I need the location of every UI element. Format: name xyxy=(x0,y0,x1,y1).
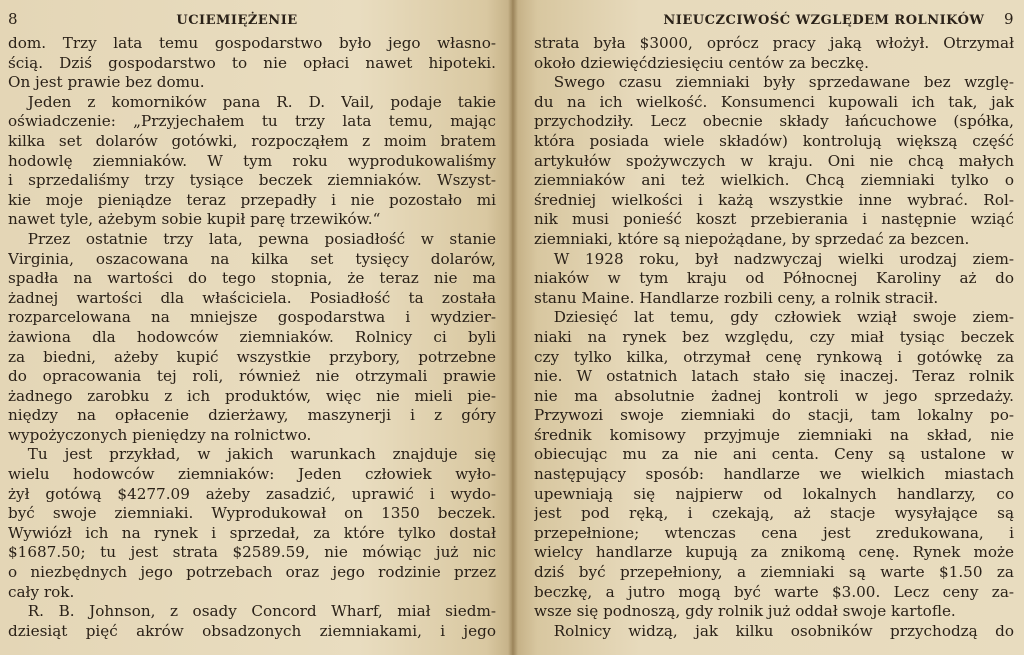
text-line: strata była $3000, oprócz pracy jaką włożył. Otrzymał xyxy=(534,34,1014,52)
text-line: za biedni, ażeby kupić wszystkie przybory, potrzebne xyxy=(8,347,496,366)
text-line: du na ich wielkość. Konsumenci kupowali ich tak, jak xyxy=(534,92,1014,111)
text-line: nawet tyle, ażebym sobie kupił parę trzewików.“ xyxy=(8,210,381,229)
left-page-number: 8 xyxy=(8,10,19,28)
text-line: ścią. Dziś gospodarstwo to nie opłaci nawet hipoteki. xyxy=(8,53,496,72)
right-page xyxy=(512,0,1024,655)
text-line: żawiona dla hodowców ziemniaków. Rolnicy ci byli xyxy=(8,327,496,346)
text-line: średnik komisowy przyjmuje ziemniaki na skład, nie xyxy=(534,425,1014,444)
text-line: ziemniaków ani też wielkich. Chcą ziemniaki tylko o xyxy=(534,171,1014,190)
text-line: średniej wielkości i każą wszystkie inne wybrać. Rol- xyxy=(534,190,1014,209)
text-line: nie ma absolutnie żadnej kontroli w jego sprzedaży. xyxy=(534,386,1014,405)
text-line: Rolnicy widzą, jak kilku osobników przychodzą do xyxy=(553,621,1014,640)
text-line: dziesiąt pięć akrów obsadzonych ziemniakami, i jego xyxy=(8,621,496,640)
text-line: niaki na rynek bez względu, czy miał tysiąc beczek xyxy=(534,327,1014,346)
text-line: wsze się podnoszą, gdy rolnik już oddał swoje kartofle. xyxy=(534,602,956,621)
left-running-head: UCIEMIĘŻENIE xyxy=(176,13,298,28)
text-line: przychodziły. Lecz obecnie składy łańcuchowe (spółka, xyxy=(534,112,1014,131)
text-line: czy tylko kilka, otrzymał cenę rynkową i gotówkę za xyxy=(534,347,1014,366)
text-line: i sprzedaliśmy trzy tysiące beczek ziemniaków. Wszyst- xyxy=(8,171,496,190)
text-line: nie. W ostatnich latach stało się inaczej. Teraz rolnik xyxy=(534,367,1014,386)
text-line: W 1928 roku, był nadzwyczaj wielki urodzaj ziem- xyxy=(553,249,1014,268)
text-line: kilka set dolarów gotówki, rozpocząłem z moim bratem xyxy=(8,131,496,150)
text-line: do opracowania tej roli, również nie otrzymali prawie xyxy=(8,367,496,386)
text-line: dom. Trzy lata temu gospodarstwo było jego własno- xyxy=(8,34,496,52)
right-running-head: NIEUCZCIWOŚĆ WZGLĘDEM ROLNIKÓW xyxy=(663,13,985,28)
text-line: żadnego zarobku z ich produktów, więc nie mieli pie- xyxy=(8,386,496,405)
text-line: oświadczenie: „Przyjechałem tu trzy lata temu, mając xyxy=(8,112,496,131)
text-line: nik musi ponieść koszt przebierania i następnie wziąć xyxy=(534,210,1014,229)
text-line: około dziewięćdziesięciu centów za beczkę. xyxy=(534,53,869,72)
text-line: żył gotówą $4277.09 ażeby zasadzić, uprawić i wydo- xyxy=(8,484,496,503)
text-line: $1687.50; tu jest strata $2589.59, nie mówiąc już nic xyxy=(8,543,496,562)
right-page-number: 9 xyxy=(1003,10,1014,28)
left-page-text xyxy=(8,34,496,641)
text-line: Przywozi swoje ziemniaki do stacji, tam lokalny po- xyxy=(534,406,1014,425)
text-line: która posiada wiele składów) kontrolują większą część xyxy=(534,131,1014,150)
text-line: Swego czasu ziemniaki były sprzedawane bez wzglę- xyxy=(553,73,1014,92)
text-line: upewniają się najpierw od lokalnych handlarzy, co xyxy=(534,484,1014,503)
text-line: artykułów spożywczych w kraju. Oni nie chcą małych xyxy=(534,151,1014,170)
text-line: R. B. Johnson, z osady Concord Wharf, miał siedm- xyxy=(27,602,496,621)
text-line: wielcy handlarze kupują za znikomą cenę. Rynek może xyxy=(534,543,1014,562)
text-line: Wywiózł ich na rynek i sprzedał, za które tylko dostał xyxy=(8,523,496,542)
text-line: wypożyczonych pieniędzy na rolnictwo. xyxy=(8,425,312,444)
text-line: żadnej wartości dla właściciela. Posiadłość ta została xyxy=(8,288,496,307)
text-line: być swoje ziemniaki. Wyprodukował on 1350 beczek. xyxy=(8,504,496,523)
text-line: dziś być przepełniony, a ziemniaki są warte $1.50 za xyxy=(534,563,1014,582)
text-line: beczkę, a jutro mogą być warte $3.00. Lecz ceny za- xyxy=(534,582,1014,601)
left-page-header xyxy=(8,10,496,32)
text-line: spadła na wartości do tego stopnia, że teraz nie ma xyxy=(8,269,496,288)
text-line: Przez ostatnie trzy lata, pewna posiadłość w stanie xyxy=(27,229,496,248)
text-line: kie moje pieniądze teraz przepadły i nie pozostało mi xyxy=(8,190,496,209)
text-line: wielu hodowców ziemniaków: Jeden człowiek wyło- xyxy=(8,465,496,484)
text-line: o niezbędnych jego potrzebach oraz jego rodzinie przez xyxy=(8,563,496,582)
right-page-header xyxy=(534,10,1014,32)
text-line: cały rok. xyxy=(8,582,75,601)
text-line: niędzy na opłacenie dzierżawy, maszynerji i z góry xyxy=(8,406,496,425)
text-line: jest pod ręką, i czekają, aż stacje wysyłające są xyxy=(534,504,1014,523)
text-line: niaków w tym kraju od Północnej Karoliny aż do xyxy=(534,269,1014,288)
text-line: stanu Maine. Handlarze rozbili ceny, a rolnik stracił. xyxy=(534,288,939,307)
text-line: rozparcelowana na mniejsze gospodarstwa i wydzier- xyxy=(8,308,496,327)
text-line: ziemniaki, które są niepożądane, by sprzedać za bezcen. xyxy=(534,229,970,248)
text-line: Virginia, oszacowana na kilka set tysięcy dolarów, xyxy=(8,249,496,268)
text-line: On jest prawie bez domu. xyxy=(8,73,205,92)
text-line: Dziesięć lat temu, gdy człowiek wziął swoje ziem- xyxy=(553,308,1014,327)
text-line: następujący sposób: handlarze we wielkich miastach xyxy=(534,465,1014,484)
right-page-text xyxy=(534,34,1014,641)
text-line: Jeden z komorników pana R. D. Vail, podaje takie xyxy=(27,92,496,111)
text-line: obiecując mu za nie ani centa. Ceny są ustalone w xyxy=(534,445,1014,464)
text-line: Tu jest przykład, w jakich warunkach znajduje się xyxy=(27,445,496,464)
text-line: hodowlę ziemniaków. W tym roku wyprodukowaliśmy xyxy=(8,151,496,170)
text-line: przepełnione; wtenczas cena jest zredukowana, i xyxy=(534,523,1014,542)
